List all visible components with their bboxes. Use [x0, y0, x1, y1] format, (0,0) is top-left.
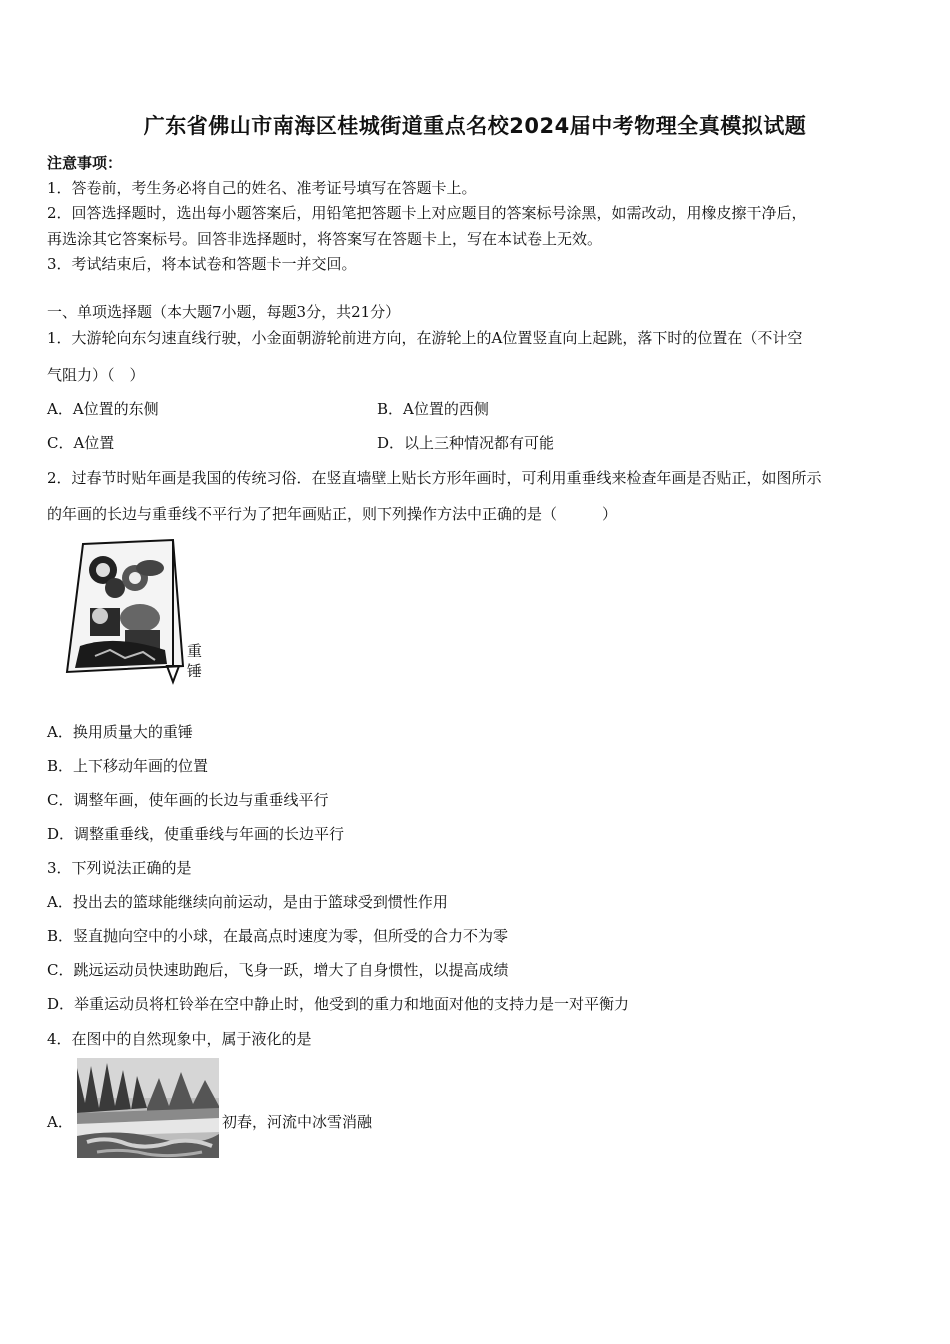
- q2-stem: 2．过春节时贴年画是我国的传统习俗．在竖直墙壁上贴长方形年画时，可利用重垂线来检查年画是否贴正，如图所示: [47, 469, 822, 487]
- q2-option-a: A．换用质量大的重锤: [47, 723, 193, 741]
- q4-stem: 4．在图中的自然现象中，属于液化的是: [47, 1030, 312, 1048]
- notice-heading: 注意事项：: [47, 154, 123, 172]
- q3-option-b: B．竖直抛向空中的小球，在最高点时速度为零，但所受的合力不为零: [47, 927, 509, 945]
- q1-stem-cont: 气阻力）（ ）: [47, 366, 145, 384]
- q4-option-a-text: 初春，河流中冰雪消融: [222, 1113, 373, 1131]
- figure-label-hammer: 锤: [187, 662, 203, 680]
- q4-option-a-letter: A．: [47, 1113, 73, 1131]
- notice-item: 3．考试结束后，将本试卷和答题卡一并交回。: [47, 255, 357, 273]
- melting-river-photo: [77, 1058, 219, 1158]
- q3-option-c: C．跳远运动员快速助跑后，飞身一跃，增大了自身惯性，以提高成绩: [47, 961, 509, 979]
- q2-option-b: B．上下移动年画的位置: [47, 757, 209, 775]
- poster-plumb-line-figure: [55, 538, 215, 688]
- q1-stem: 1．大游轮向东匀速直线行驶，小金面朝游轮前进方向，在游轮上的A位置竖直向上起跳，落下时的位置在（不计空: [47, 329, 803, 347]
- plumb-bob: [167, 666, 179, 682]
- notice-item: 再选涂其它答案标号。回答非选择题时，将答案写在答题卡上，写在本试卷上无效。: [47, 230, 603, 248]
- q1-option-d: D．以上三种情况都有可能: [377, 434, 555, 452]
- tilted-poster: [67, 540, 183, 672]
- q3-option-d: D．举重运动员将杠铃举在空中静止时，他受到的重力和地面对他的支持力是一对平衡力: [47, 995, 630, 1013]
- q2-stem-cont: 的年画的长边与重垂线不平行为了把年画贴正，则下列操作方法中正确的是（ ）: [47, 505, 618, 523]
- notice-item: 1．答卷前，考生务必将自己的姓名、准考证号填写在答题卡上。: [47, 179, 477, 197]
- q1-option-a: A．A位置的东侧: [47, 400, 159, 418]
- exam-title: 广东省佛山市南海区桂城街道重点名校2024届中考物理全真模拟试题: [143, 114, 807, 138]
- q3-stem: 3．下列说法正确的是: [47, 859, 192, 877]
- q1-option-c: C．A位置: [47, 434, 115, 452]
- notice-item: 2．回答选择题时，选出每小题答案后，用铅笔把答题卡上对应题目的答案标号涂黑，如需改动，用橡皮擦干净后，: [47, 204, 807, 222]
- section-heading: 一、单项选择题（本大题7小题，每题3分，共21分）: [47, 303, 401, 321]
- q2-option-d: D．调整重垂线，使重垂线与年画的长边平行: [47, 825, 345, 843]
- figure-label-heavy: 重: [187, 642, 203, 660]
- q2-option-c: C．调整年画，使年画的长边与重垂线平行: [47, 791, 329, 809]
- q3-option-a: A．投出去的篮球能继续向前运动，是由于篮球受到惯性作用: [47, 893, 448, 911]
- q1-option-b: B．A位置的西侧: [377, 400, 489, 418]
